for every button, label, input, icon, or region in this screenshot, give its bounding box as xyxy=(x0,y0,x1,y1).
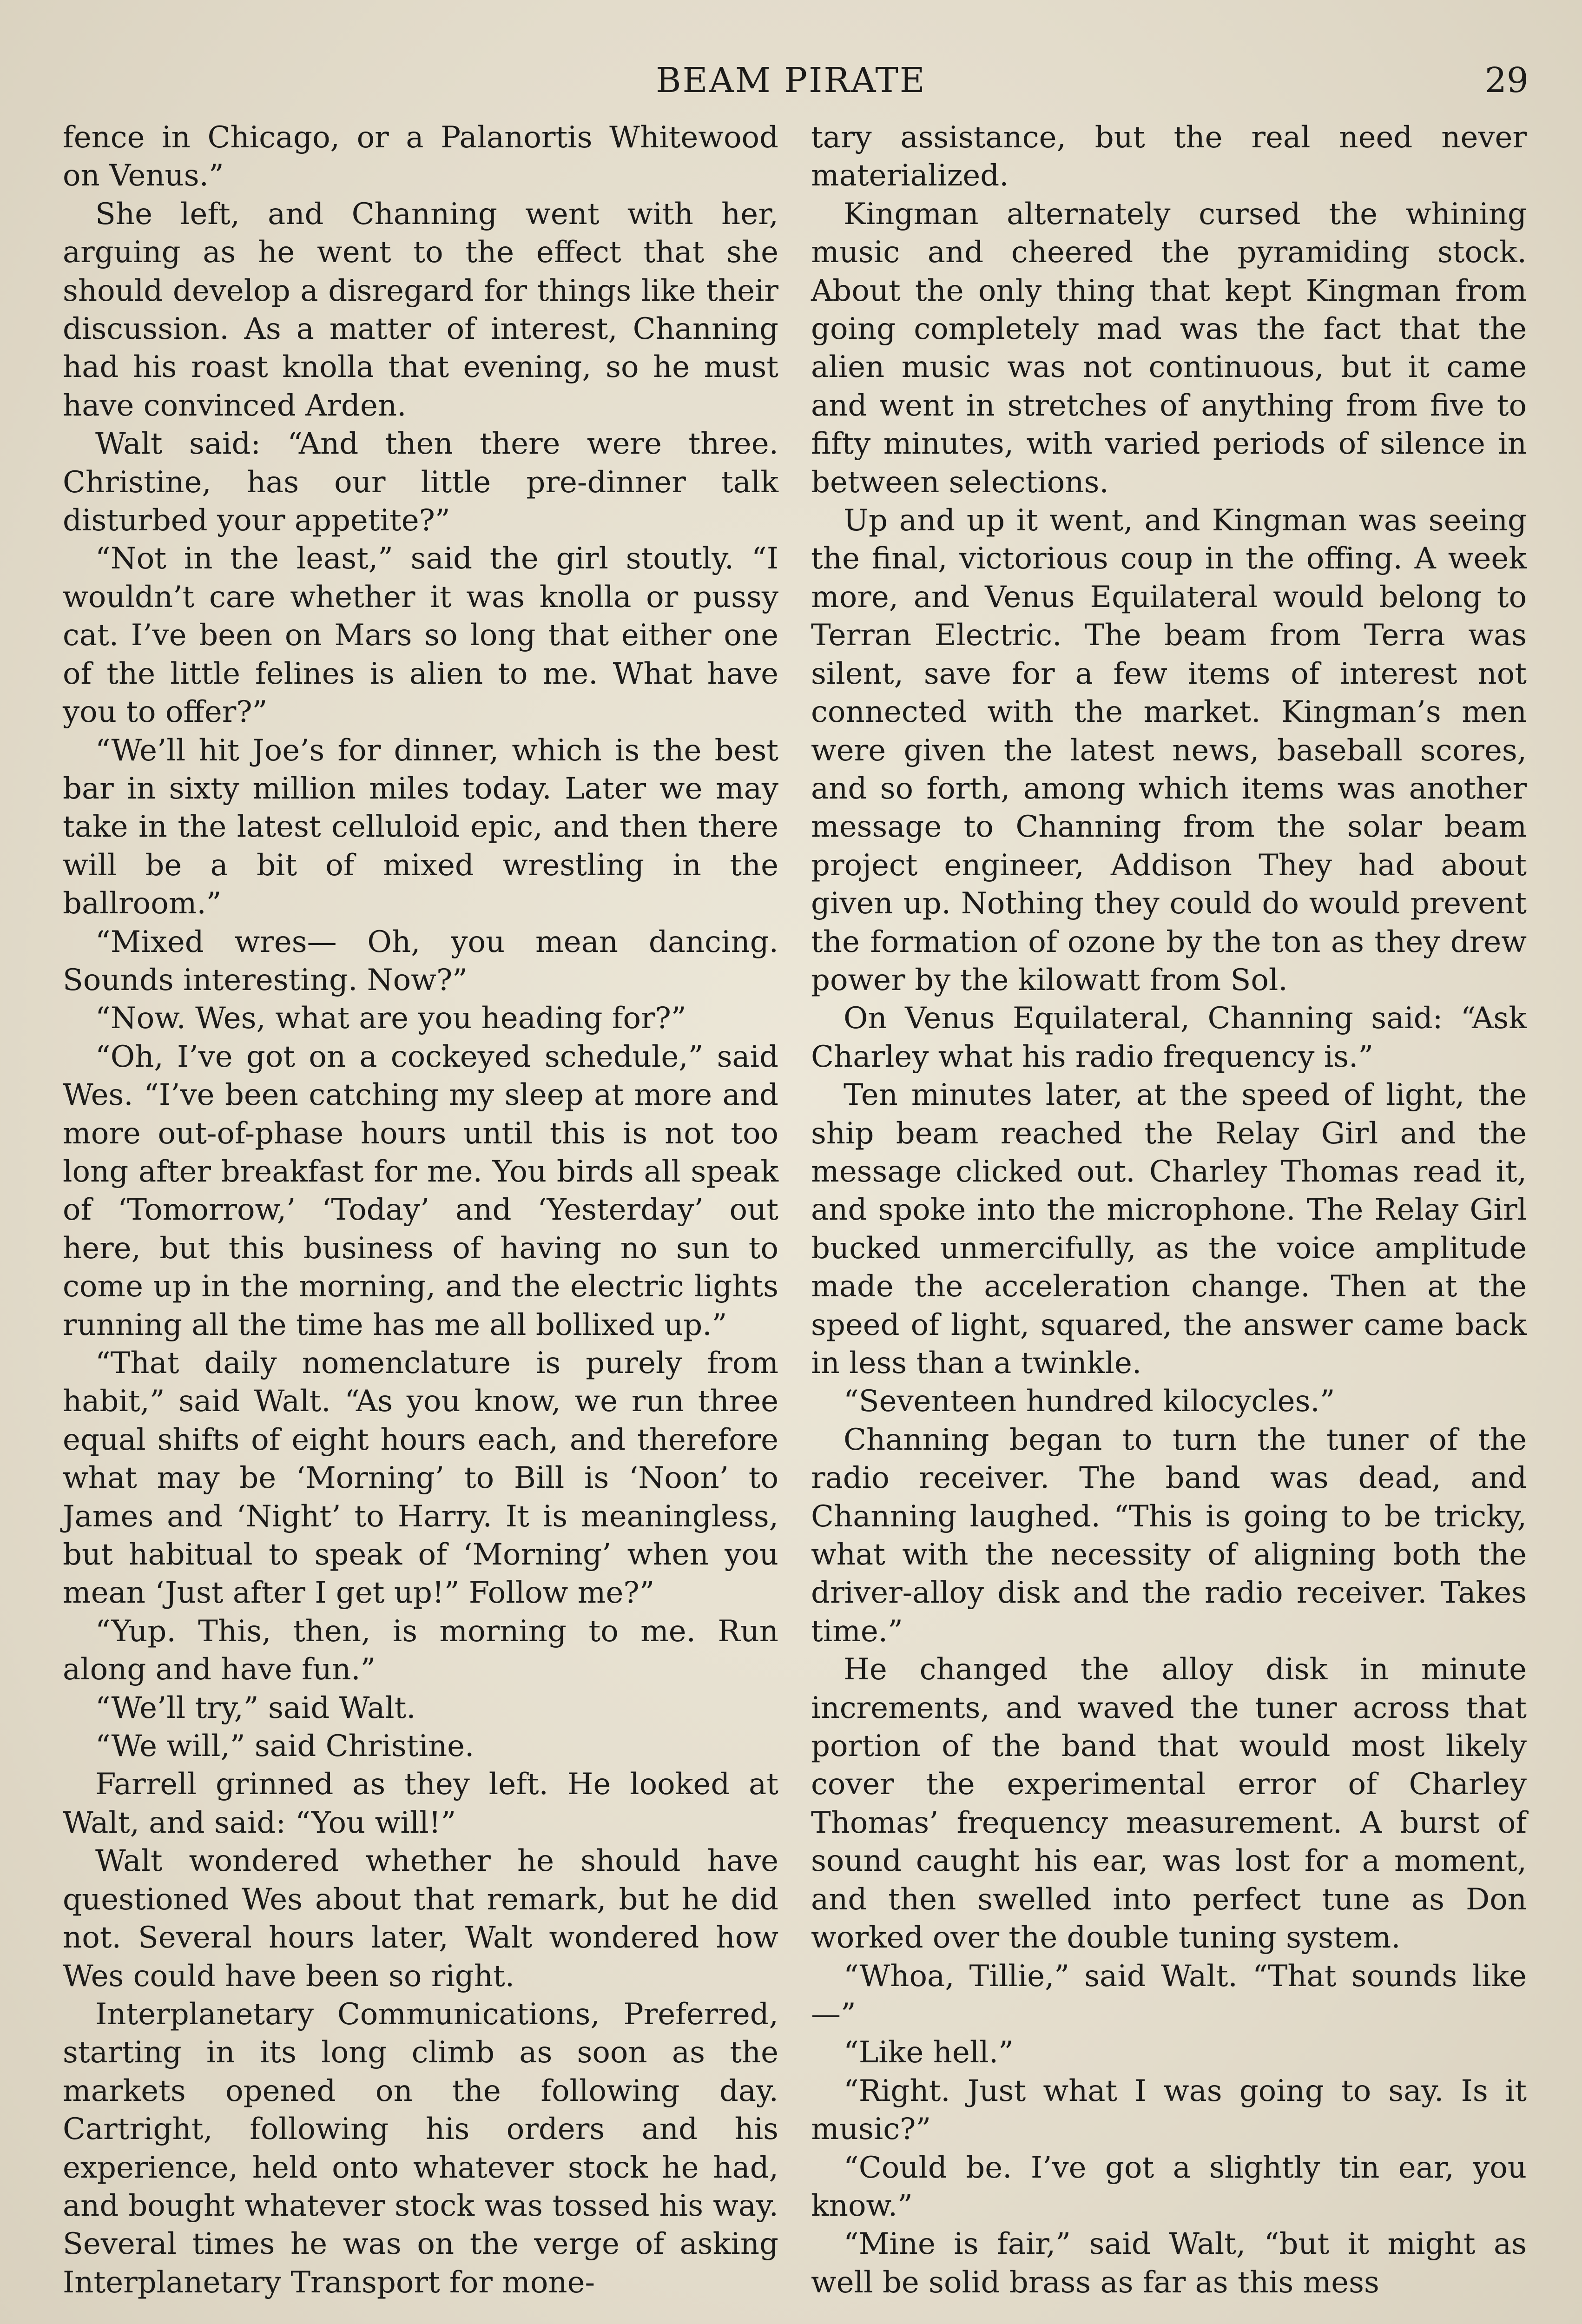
paragraph: “Yup. This, then, is morning to me. Run along and have fun.” xyxy=(63,1614,778,1687)
paragraph: “Could be. I’ve got a slightly tin ear, you know.” xyxy=(811,2150,1527,2223)
running-head: BEAM PIRATE xyxy=(656,60,926,100)
paragraph: “Like hell.” xyxy=(844,2035,1014,2070)
paragraph: “Now. Wes, what are you heading for?” xyxy=(95,1001,686,1036)
paragraph: Kingman alternately cursed the whining music and cheered the pyramiding stock. About the only thing that kept Kingman from going completely mad was the fact that the alien music was not continuous, but it came and went in stretches of anything from five to fifty minutes, with varied periods of silence in between selections. xyxy=(811,197,1527,500)
paragraph: “That daily nomenclature is purely from habit,” said Walt. “As you know, we run three equal shifts of eight hours each, and therefore what may be ‘Morning’ to Bill is ‘Noon’ to James and ‘Night’ to Harry. It is meaningless, but habitual to speak of ‘Morning’ when you mean ‘Just after I get up!” Follow me?” xyxy=(63,1346,778,1611)
paragraph: Ten minutes later, at the speed of light, the ship beam reached the Relay Girl and the message clicked out. Charley Thomas read it, and spoke into the microphone. The Relay Girl bucked unmercifully, as the voice amplitude made the acceleration change. Then at the speed of light, squared, the answer came back in less than a twinkle. xyxy=(811,1078,1527,1380)
paragraph: tary assistance, but the real need never materialized. xyxy=(811,120,1527,193)
right-column xyxy=(811,119,1527,2302)
paragraph: Farrell grinned as they left. He looked at Walt, and said: “You will!” xyxy=(63,1767,778,1840)
left-column xyxy=(63,119,778,2302)
paragraph: “Mixed wres— Oh, you mean dancing. Sounds interesting. Now?” xyxy=(63,924,778,997)
paragraph: “We’ll hit Joe’s for dinner, which is the best bar in sixty million miles today. Later we may take in the latest celluloid epic, and then there will be a bit of mixed wrestling in the ballroom.” xyxy=(63,733,778,921)
paragraph: He changed the alloy disk in minute increments, and waved the tuner across that portion of the band that would most likely cover the experimental error of Charley Thomas’ frequency measurement. A burst of sound caught his ear, was lost for a moment, and then swelled into perfect tune as Don worked over the double tuning system. xyxy=(811,1652,1527,1955)
paragraph: “Whoa, Tillie,” said Walt. “That sounds like—” xyxy=(811,1959,1527,2032)
page-number: 29 xyxy=(1484,60,1529,100)
paragraph: Walt said: “And then there were three. Christine, has our little pre-dinner talk disturbed your appetite?” xyxy=(63,427,778,538)
paragraph: “Not in the least,” said the girl stoutly. “I wouldn’t care whether it was knolla or pussy cat. I’ve been on Mars so long that either one of the little felines is alien to me. What have you to offer?” xyxy=(63,541,778,730)
paragraph: “Oh, I’ve got on a cockeyed schedule,” said Wes. “I’ve been catching my sleep at more and more out-of-phase hours until this is not too long after breakfast for me. You birds all speak of ‘Tomorrow,’ ‘Today’ and ‘Yesterday’ out here, but this business of having no sun to come up in the morning, and the electric lights running all the time has me all bollixed up.” xyxy=(63,1039,778,1342)
paragraph: “We’ll try,” said Walt. xyxy=(95,1690,416,1725)
paragraph: Walt wondered whether he should have questioned Wes about that remark, but he did not. Several hours later, Walt wondered how Wes could have been so right. xyxy=(63,1844,778,1994)
paragraph: fence in Chicago, or a Palanortis Whitewood on Venus.” xyxy=(63,120,778,193)
paragraph: “Seventeen hundred kilocycles.” xyxy=(844,1384,1335,1419)
paragraph: Channing began to turn the tuner of the radio receiver. The band was dead, and Channing laughed. “This is going to be tricky, what with the necessity of aligning both the driver-alloy disk and the radio receiver. Takes time.” xyxy=(811,1422,1527,1649)
paragraph: “We will,” said Christine. xyxy=(95,1729,475,1764)
paragraph: She left, and Channing went with her, arguing as he went to the effect that she should develop a disregard for things like their discussion. As a matter of interest, Channing had his roast knolla that evening, so he must have convinced Arden. xyxy=(63,197,778,423)
paragraph: On Venus Equilateral, Channing said: “Ask Charley what his radio frequency is.” xyxy=(811,1001,1527,1074)
paragraph: “Mine is fair,” said Walt, “but it might as well be solid brass as far as this mess xyxy=(811,2227,1527,2300)
page-header xyxy=(0,55,1582,106)
paragraph: “Right. Just what I was going to say. Is it music?” xyxy=(811,2073,1527,2147)
paragraph: Up and up it went, and Kingman was seeing the final, victorious coup in the offing. A week more, and Venus Equilateral would belong to Terran Electric. The beam from Terra was silent, save for a few items of interest not connected with the market. Kingman’s men were given the latest news, baseball scores, and so forth, among which items was another message to Channing from the solar beam project engineer, Addison They had about given up. Nothing they could do would prevent the formation of ozone by the ton as they drew power by the kilowatt from Sol. xyxy=(811,503,1527,997)
paragraph: Interplanetary Communications, Preferred, starting in its long climb as soon as the markets opened on the following day. Cartright, following his orders and his experience, held onto whatever stock he had, and bought whatever stock was tossed his way. Several times he was on the verge of asking Interplanetary Transport for mone- xyxy=(63,1997,778,2300)
